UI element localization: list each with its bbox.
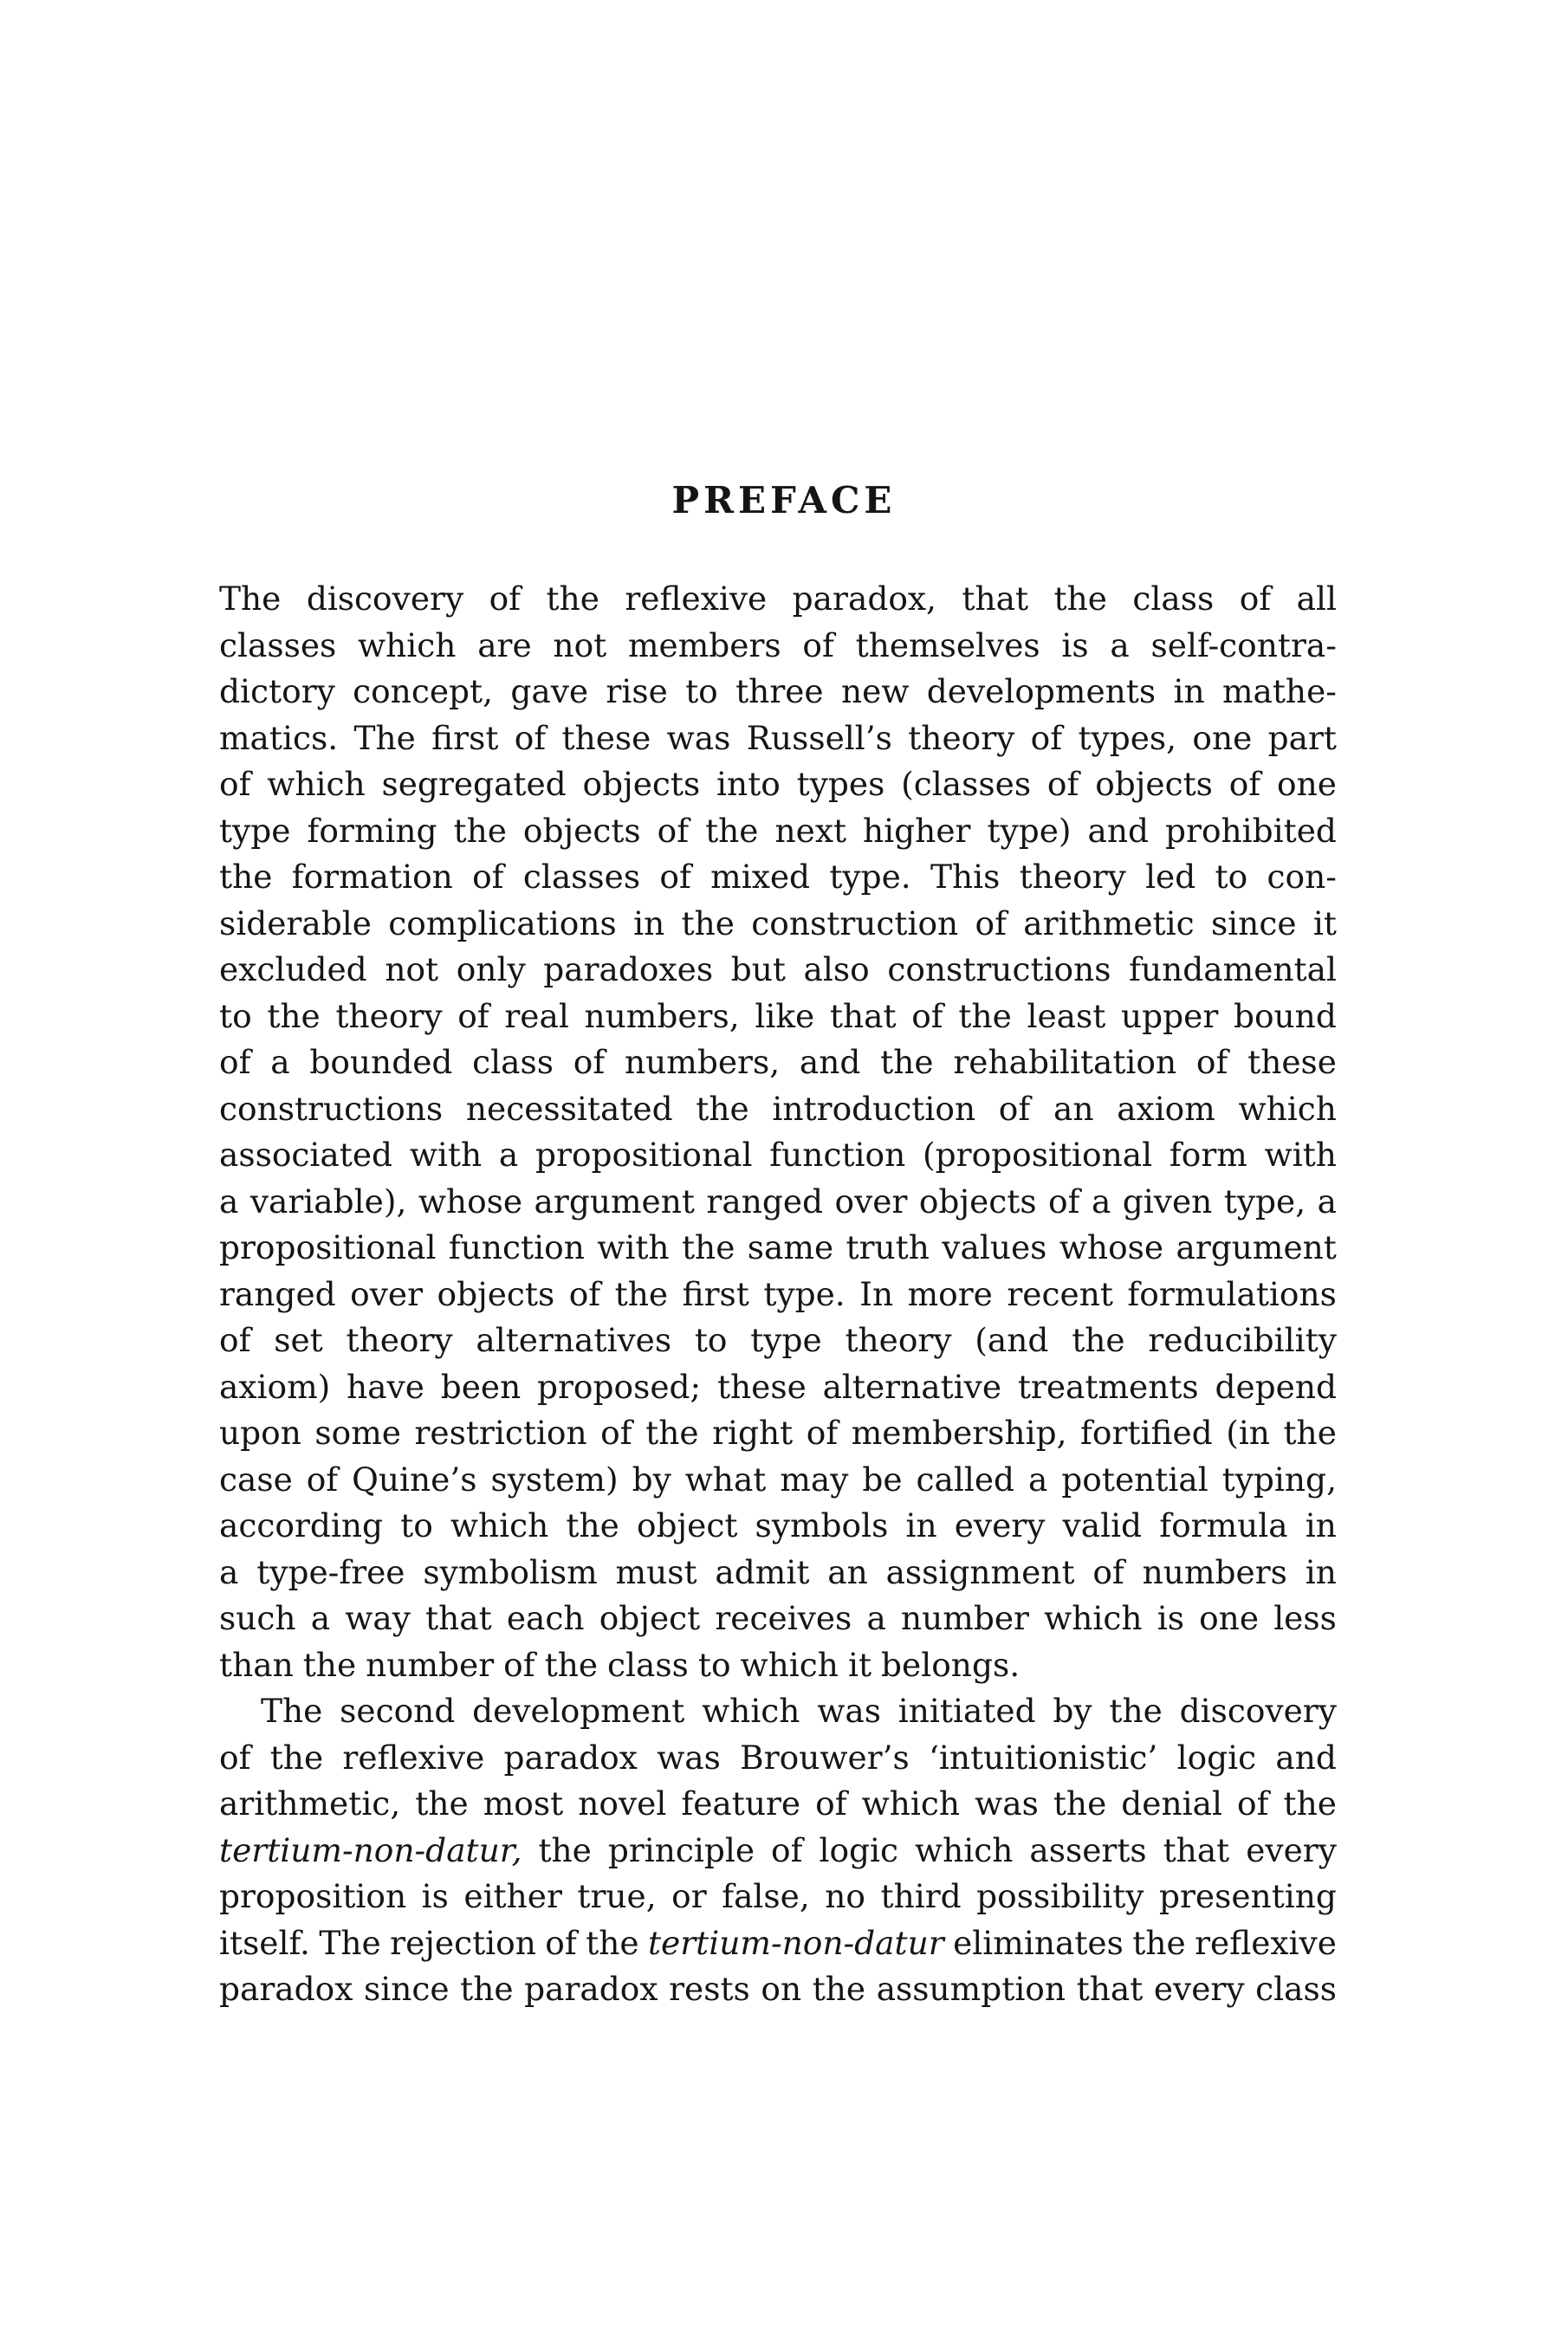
- text-line: constructions necessitated the introduction of an axiom which: [219, 1089, 1337, 1128]
- text-line: ranged over objects of the first type. In more recent formulations: [219, 1274, 1337, 1313]
- text-line: The discovery of the reflexive paradox, that the class of all: [219, 580, 1337, 618]
- text-line: of a bounded class of numbers, and the rehabilitation of these: [219, 1043, 1337, 1081]
- text-line: the formation of classes of mixed type. This theory led to con-: [219, 858, 1337, 896]
- text-line: tertium-non-datur, the principle of logic which asserts that every: [219, 1830, 1337, 1869]
- text-line: a variable), whose argument ranged over objects of a given type, a: [219, 1182, 1337, 1221]
- text-line: classes which are not members of themselves is a self-contra-: [219, 625, 1337, 664]
- text-line: to the theory of real numbers, like that of the least upper bound: [219, 996, 1337, 1035]
- text-line: siderable complications in the construction of arithmetic since it: [219, 903, 1337, 942]
- text-line: according to which the object symbols in every valid formula in: [219, 1506, 1337, 1544]
- text-line: proposition is either true, or false, no third possibility presenting: [219, 1877, 1337, 1915]
- text-line: dictory concept, gave rise to three new developments in mathe-: [219, 672, 1337, 710]
- text-line: of set theory alternatives to type theory (and the reducibility: [219, 1321, 1337, 1359]
- text-line: such a way that each object receives a number which is one less: [219, 1599, 1337, 1637]
- paragraph: [219, 1688, 1337, 2013]
- text-line: than the number of the class to which it belongs.: [219, 1645, 1020, 1684]
- text-line: case of Quine’s system) by what may be called a potential typing,: [219, 1460, 1337, 1499]
- text-line: axiom) have been proposed; these alternative treatments depend: [219, 1367, 1337, 1406]
- text-line: The second development which was initiated by the discovery: [261, 1692, 1337, 1730]
- text-line: paradox since the paradox rests on the assumption that every class: [219, 1970, 1337, 2008]
- page-title: PREFACE: [671, 479, 897, 521]
- text-line: excluded not only paradoxes but also constructions fundamental: [219, 950, 1337, 988]
- text-line: type forming the objects of the next higher type) and prohibited: [219, 811, 1337, 850]
- paragraph: [219, 576, 1337, 1688]
- text-line: matics. The first of these was Russell’s theory of types, one part: [219, 718, 1337, 757]
- text-line: of the reflexive paradox was Brouwer’s ‘intuitionistic’ logic and: [219, 1738, 1337, 1777]
- text-line: propositional function with the same truth values whose argument: [219, 1228, 1337, 1266]
- body-text: [219, 576, 1337, 2013]
- text-line: upon some restriction of the right of membership, fortified (in the: [219, 1414, 1337, 1452]
- text-line: arithmetic, the most novel feature of which was the denial of the: [219, 1784, 1337, 1823]
- text-line: associated with a propositional function (propositional form with: [219, 1136, 1337, 1174]
- text-line: a type-free symbolism must admit an assignment of numbers in: [219, 1552, 1337, 1591]
- text-line: of which segregated objects into types (classes of objects of one: [219, 765, 1337, 803]
- text-line: itself. The rejection of the tertium-non-datur eliminates the reflexive: [219, 1923, 1337, 1962]
